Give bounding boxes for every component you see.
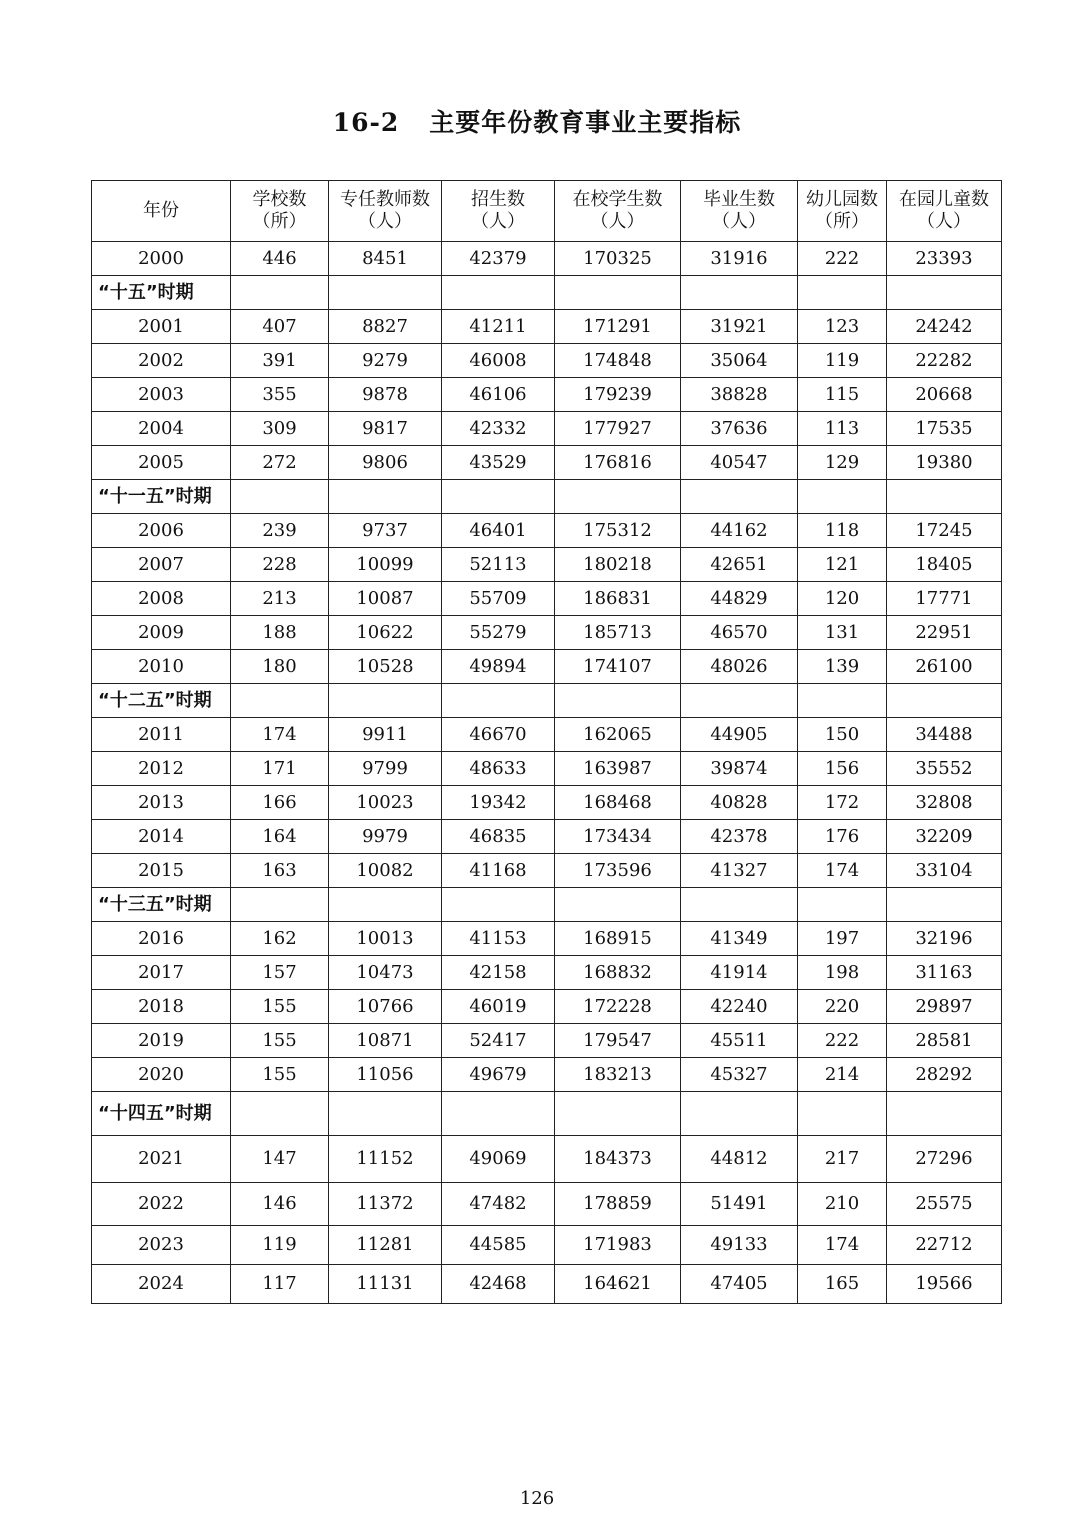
year-cell: 2008 [92, 582, 231, 616]
value-cell: 10013 [329, 922, 442, 956]
value-cell: 217 [798, 1136, 887, 1183]
header-schools: 学校数 （所） [231, 181, 329, 242]
empty-cell [555, 1092, 681, 1136]
header-kindergartens: 幼儿园数 （所） [798, 181, 887, 242]
value-cell: 10871 [329, 1024, 442, 1058]
value-cell: 171983 [555, 1226, 681, 1265]
value-cell: 32209 [887, 820, 1002, 854]
value-cell: 162 [231, 922, 329, 956]
value-cell: 214 [798, 1058, 887, 1092]
value-cell: 179547 [555, 1024, 681, 1058]
value-cell: 119 [798, 344, 887, 378]
value-cell: 32196 [887, 922, 1002, 956]
value-cell: 35552 [887, 752, 1002, 786]
value-cell: 32808 [887, 786, 1002, 820]
value-cell: 407 [231, 310, 329, 344]
empty-cell [329, 684, 442, 718]
table-row [92, 922, 1002, 956]
year-cell: 2012 [92, 752, 231, 786]
value-cell: 35064 [681, 344, 798, 378]
value-cell: 10766 [329, 990, 442, 1024]
value-cell: 41349 [681, 922, 798, 956]
value-cell: 22951 [887, 616, 1002, 650]
value-cell: 222 [798, 1024, 887, 1058]
table-row [92, 956, 1002, 990]
table-row [92, 1183, 1002, 1226]
value-cell: 163987 [555, 752, 681, 786]
table-row [92, 1265, 1002, 1304]
value-cell: 47405 [681, 1265, 798, 1304]
value-cell: 210 [798, 1183, 887, 1226]
year-cell: 2005 [92, 446, 231, 480]
header-enrollment: 招生数 （人） [442, 181, 555, 242]
period-row [92, 684, 1002, 718]
value-cell: 44812 [681, 1136, 798, 1183]
value-cell: 174 [798, 854, 887, 888]
value-cell: 42651 [681, 548, 798, 582]
value-cell: 52113 [442, 548, 555, 582]
empty-cell [681, 1092, 798, 1136]
table-row [92, 1024, 1002, 1058]
value-cell: 22712 [887, 1226, 1002, 1265]
value-cell: 10087 [329, 582, 442, 616]
value-cell: 48026 [681, 650, 798, 684]
value-cell: 220 [798, 990, 887, 1024]
empty-cell [798, 276, 887, 310]
year-cell: 2010 [92, 650, 231, 684]
value-cell: 48633 [442, 752, 555, 786]
value-cell: 173434 [555, 820, 681, 854]
value-cell: 173596 [555, 854, 681, 888]
year-cell: 2006 [92, 514, 231, 548]
value-cell: 10528 [329, 650, 442, 684]
value-cell: 52417 [442, 1024, 555, 1058]
value-cell: 46835 [442, 820, 555, 854]
value-cell: 309 [231, 412, 329, 446]
table-body [92, 242, 1002, 1304]
header-year: 年份 [92, 181, 231, 242]
value-cell: 179239 [555, 378, 681, 412]
empty-cell [798, 888, 887, 922]
value-cell: 166 [231, 786, 329, 820]
table-row [92, 650, 1002, 684]
value-cell: 11056 [329, 1058, 442, 1092]
table-row [92, 446, 1002, 480]
value-cell: 55279 [442, 616, 555, 650]
value-cell: 180 [231, 650, 329, 684]
value-cell: 11152 [329, 1136, 442, 1183]
value-cell: 19342 [442, 786, 555, 820]
year-cell: 2003 [92, 378, 231, 412]
value-cell: 46401 [442, 514, 555, 548]
value-cell: 31921 [681, 310, 798, 344]
empty-cell [329, 888, 442, 922]
value-cell: 175312 [555, 514, 681, 548]
empty-cell [887, 1092, 1002, 1136]
period-row [92, 480, 1002, 514]
value-cell: 146 [231, 1183, 329, 1226]
value-cell: 184373 [555, 1136, 681, 1183]
year-cell: 2002 [92, 344, 231, 378]
value-cell: 446 [231, 242, 329, 276]
table-row [92, 582, 1002, 616]
year-cell: 2017 [92, 956, 231, 990]
table-row [92, 990, 1002, 1024]
period-label: “十三五”时期 [92, 888, 231, 922]
empty-cell [231, 684, 329, 718]
value-cell: 46670 [442, 718, 555, 752]
value-cell: 34488 [887, 718, 1002, 752]
table-row [92, 378, 1002, 412]
table-row [92, 344, 1002, 378]
value-cell: 46570 [681, 616, 798, 650]
value-cell: 55709 [442, 582, 555, 616]
value-cell: 197 [798, 922, 887, 956]
empty-cell [798, 480, 887, 514]
table-row [92, 1136, 1002, 1183]
value-cell: 198 [798, 956, 887, 990]
year-cell: 2009 [92, 616, 231, 650]
empty-cell [442, 480, 555, 514]
value-cell: 44905 [681, 718, 798, 752]
value-cell: 40547 [681, 446, 798, 480]
value-cell: 180218 [555, 548, 681, 582]
value-cell: 121 [798, 548, 887, 582]
value-cell: 150 [798, 718, 887, 752]
period-label: “十五”时期 [92, 276, 231, 310]
value-cell: 139 [798, 650, 887, 684]
value-cell: 49133 [681, 1226, 798, 1265]
value-cell: 115 [798, 378, 887, 412]
value-cell: 10473 [329, 956, 442, 990]
value-cell: 213 [231, 582, 329, 616]
value-cell: 41327 [681, 854, 798, 888]
value-cell: 10082 [329, 854, 442, 888]
value-cell: 9799 [329, 752, 442, 786]
table-row [92, 718, 1002, 752]
value-cell: 41168 [442, 854, 555, 888]
year-cell: 2011 [92, 718, 231, 752]
value-cell: 39874 [681, 752, 798, 786]
value-cell: 45511 [681, 1024, 798, 1058]
empty-cell [442, 684, 555, 718]
empty-cell [681, 276, 798, 310]
value-cell: 44829 [681, 582, 798, 616]
value-cell: 23393 [887, 242, 1002, 276]
value-cell: 37636 [681, 412, 798, 446]
value-cell: 8451 [329, 242, 442, 276]
table-row [92, 786, 1002, 820]
period-row [92, 1092, 1002, 1136]
empty-cell [681, 888, 798, 922]
value-cell: 9878 [329, 378, 442, 412]
empty-cell [329, 276, 442, 310]
year-cell: 2000 [92, 242, 231, 276]
table-row [92, 752, 1002, 786]
value-cell: 239 [231, 514, 329, 548]
empty-cell [555, 276, 681, 310]
value-cell: 176816 [555, 446, 681, 480]
empty-cell [555, 480, 681, 514]
value-cell: 176 [798, 820, 887, 854]
value-cell: 131 [798, 616, 887, 650]
value-cell: 170325 [555, 242, 681, 276]
value-cell: 42378 [681, 820, 798, 854]
value-cell: 19566 [887, 1265, 1002, 1304]
value-cell: 155 [231, 990, 329, 1024]
year-cell: 2014 [92, 820, 231, 854]
table-row [92, 548, 1002, 582]
value-cell: 10622 [329, 616, 442, 650]
value-cell: 174107 [555, 650, 681, 684]
empty-cell [681, 480, 798, 514]
empty-cell [887, 276, 1002, 310]
value-cell: 31163 [887, 956, 1002, 990]
value-cell: 9737 [329, 514, 442, 548]
value-cell: 22282 [887, 344, 1002, 378]
header-children: 在园儿童数 （人） [887, 181, 1002, 242]
value-cell: 40828 [681, 786, 798, 820]
value-cell: 174848 [555, 344, 681, 378]
value-cell: 49679 [442, 1058, 555, 1092]
value-cell: 157 [231, 956, 329, 990]
year-cell: 2016 [92, 922, 231, 956]
year-cell: 2024 [92, 1265, 231, 1304]
value-cell: 9806 [329, 446, 442, 480]
year-cell: 2015 [92, 854, 231, 888]
value-cell: 9911 [329, 718, 442, 752]
value-cell: 174 [798, 1226, 887, 1265]
value-cell: 164621 [555, 1265, 681, 1304]
value-cell: 29897 [887, 990, 1002, 1024]
table-row [92, 1226, 1002, 1265]
header-graduates: 毕业生数 （人） [681, 181, 798, 242]
value-cell: 41914 [681, 956, 798, 990]
value-cell: 164 [231, 820, 329, 854]
value-cell: 188 [231, 616, 329, 650]
value-cell: 8827 [329, 310, 442, 344]
value-cell: 156 [798, 752, 887, 786]
empty-cell [442, 888, 555, 922]
year-cell: 2007 [92, 548, 231, 582]
value-cell: 183213 [555, 1058, 681, 1092]
empty-cell [442, 1092, 555, 1136]
value-cell: 18405 [887, 548, 1002, 582]
value-cell: 162065 [555, 718, 681, 752]
value-cell: 11372 [329, 1183, 442, 1226]
value-cell: 10099 [329, 548, 442, 582]
value-cell: 174 [231, 718, 329, 752]
value-cell: 117 [231, 1265, 329, 1304]
page-number: 126 [519, 1488, 555, 1509]
value-cell: 38828 [681, 378, 798, 412]
table-row [92, 412, 1002, 446]
value-cell: 41153 [442, 922, 555, 956]
value-cell: 391 [231, 344, 329, 378]
empty-cell [887, 888, 1002, 922]
value-cell: 19380 [887, 446, 1002, 480]
value-cell: 33104 [887, 854, 1002, 888]
value-cell: 9979 [329, 820, 442, 854]
value-cell: 47482 [442, 1183, 555, 1226]
value-cell: 27296 [887, 1136, 1002, 1183]
period-label: “十四五”时期 [92, 1092, 231, 1136]
empty-cell [231, 276, 329, 310]
period-label: “十二五”时期 [92, 684, 231, 718]
year-cell: 2001 [92, 310, 231, 344]
empty-cell [887, 684, 1002, 718]
value-cell: 49069 [442, 1136, 555, 1183]
value-cell: 185713 [555, 616, 681, 650]
value-cell: 46008 [442, 344, 555, 378]
value-cell: 120 [798, 582, 887, 616]
value-cell: 46106 [442, 378, 555, 412]
table-row [92, 616, 1002, 650]
value-cell: 171291 [555, 310, 681, 344]
empty-cell [798, 684, 887, 718]
year-cell: 2019 [92, 1024, 231, 1058]
value-cell: 163 [231, 854, 329, 888]
empty-cell [231, 888, 329, 922]
table-row [92, 1058, 1002, 1092]
value-cell: 222 [798, 242, 887, 276]
value-cell: 24242 [887, 310, 1002, 344]
empty-cell [798, 1092, 887, 1136]
value-cell: 10023 [329, 786, 442, 820]
empty-cell [555, 684, 681, 718]
empty-cell [329, 1092, 442, 1136]
header-teachers: 专任教师数 （人） [329, 181, 442, 242]
table-row [92, 854, 1002, 888]
year-cell: 2023 [92, 1226, 231, 1265]
value-cell: 147 [231, 1136, 329, 1183]
value-cell: 171 [231, 752, 329, 786]
period-row [92, 276, 1002, 310]
value-cell: 28292 [887, 1058, 1002, 1092]
value-cell: 168915 [555, 922, 681, 956]
value-cell: 155 [231, 1058, 329, 1092]
value-cell: 178859 [555, 1183, 681, 1226]
year-cell: 2021 [92, 1136, 231, 1183]
table-header-row [92, 181, 1002, 242]
empty-cell [329, 480, 442, 514]
table-row [92, 514, 1002, 548]
value-cell: 51491 [681, 1183, 798, 1226]
empty-cell [681, 684, 798, 718]
value-cell: 177927 [555, 412, 681, 446]
value-cell: 42332 [442, 412, 555, 446]
value-cell: 42240 [681, 990, 798, 1024]
empty-cell [231, 480, 329, 514]
value-cell: 17245 [887, 514, 1002, 548]
empty-cell [555, 888, 681, 922]
value-cell: 172 [798, 786, 887, 820]
year-cell: 2004 [92, 412, 231, 446]
value-cell: 129 [798, 446, 887, 480]
value-cell: 28581 [887, 1024, 1002, 1058]
year-cell: 2018 [92, 990, 231, 1024]
value-cell: 17771 [887, 582, 1002, 616]
value-cell: 228 [231, 548, 329, 582]
empty-cell [442, 276, 555, 310]
period-row [92, 888, 1002, 922]
value-cell: 44162 [681, 514, 798, 548]
value-cell: 155 [231, 1024, 329, 1058]
year-cell: 2013 [92, 786, 231, 820]
value-cell: 168468 [555, 786, 681, 820]
value-cell: 172228 [555, 990, 681, 1024]
value-cell: 165 [798, 1265, 887, 1304]
period-label: “十一五”时期 [92, 480, 231, 514]
year-cell: 2020 [92, 1058, 231, 1092]
table-row [92, 242, 1002, 276]
value-cell: 20668 [887, 378, 1002, 412]
empty-cell [887, 480, 1002, 514]
value-cell: 113 [798, 412, 887, 446]
value-cell: 118 [798, 514, 887, 548]
value-cell: 168832 [555, 956, 681, 990]
value-cell: 9817 [329, 412, 442, 446]
value-cell: 46019 [442, 990, 555, 1024]
value-cell: 44585 [442, 1226, 555, 1265]
value-cell: 26100 [887, 650, 1002, 684]
value-cell: 17535 [887, 412, 1002, 446]
value-cell: 43529 [442, 446, 555, 480]
empty-cell [231, 1092, 329, 1136]
value-cell: 123 [798, 310, 887, 344]
value-cell: 272 [231, 446, 329, 480]
value-cell: 355 [231, 378, 329, 412]
page-title [0, 103, 1074, 139]
value-cell: 11131 [329, 1265, 442, 1304]
value-cell: 49894 [442, 650, 555, 684]
table-row [92, 310, 1002, 344]
table-title-text: 主要年份教育事业主要指标 [429, 108, 742, 137]
value-cell: 42158 [442, 956, 555, 990]
year-cell: 2022 [92, 1183, 231, 1226]
value-cell: 42468 [442, 1265, 555, 1304]
value-cell: 119 [231, 1226, 329, 1265]
value-cell: 25575 [887, 1183, 1002, 1226]
value-cell: 45327 [681, 1058, 798, 1092]
value-cell: 42379 [442, 242, 555, 276]
table-row [92, 820, 1002, 854]
value-cell: 9279 [329, 344, 442, 378]
value-cell: 186831 [555, 582, 681, 616]
table-number: 16-2 [332, 108, 400, 137]
value-cell: 41211 [442, 310, 555, 344]
header-students: 在校学生数 （人） [555, 181, 681, 242]
education-indicators-table [91, 180, 1002, 1304]
value-cell: 11281 [329, 1226, 442, 1265]
value-cell: 31916 [681, 242, 798, 276]
